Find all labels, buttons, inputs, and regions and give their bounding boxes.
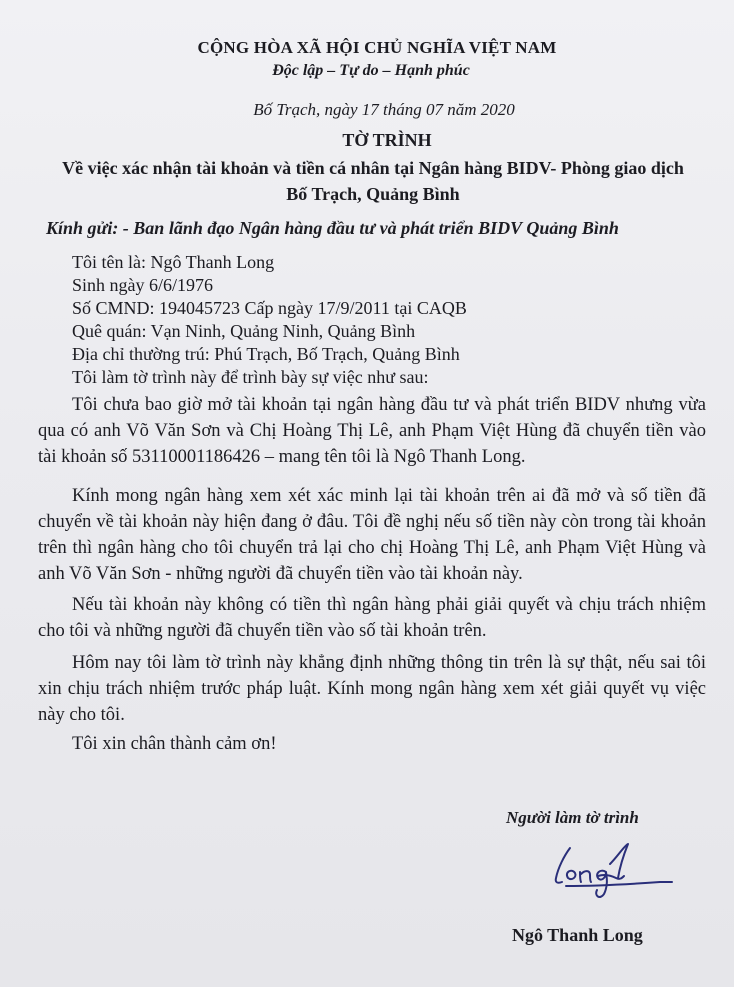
- recipient-line: Kính gửi: - Ban lãnh đạo Ngân hàng đầu tư và phát triển BIDV Quảng Bình: [46, 218, 619, 238]
- signer-role: Người làm tờ trình: [506, 808, 639, 827]
- info-address: Địa chỉ thường trú: Phú Trạch, Bố Trạch, Quảng Bình: [72, 344, 460, 364]
- info-id-card: Số CMND: 194045723 Cấp ngày 17/9/2011 tại CAQB: [72, 298, 467, 318]
- body-paragraph: Kính mong ngân hàng xem xét xác minh lại tài khoản trên ai đã mở và số tiền đã chuyển về tài khoản này hiện đang ở đâu. Tôi đề nghị nếu số tiền này còn trong tài khoản trên thì ngân hàng cho tôi chuyển trả lại cho chị Hoàng Thị Lê, anh Phạm Việt Hùng và anh Võ Văn Sơn - những người đã chuyển tiền vào tài khoản này.: [38, 486, 706, 584]
- body-paragraph: Nếu tài khoản này không có tiền thì ngân hàng phải giải quyết và chịu trách nhiệm cho tôi và những người đã chuyển tiền vào số tài khoản trên.: [38, 595, 706, 641]
- handwritten-signature: [548, 842, 678, 900]
- info-name: Tôi tên là: Ngô Thanh Long: [72, 252, 275, 272]
- signer-name: Ngô Thanh Long: [512, 925, 643, 945]
- dateline: Bố Trạch, ngày 17 tháng 07 năm 2020: [253, 100, 515, 119]
- body-paragraph: Tôi chưa bao giờ mở tài khoản tại ngân hàng đầu tư và phát triển BIDV nhưng vừa qua có anh Võ Văn Sơn và Chị Hoàng Thị Lê, anh Phạm Việt Hùng đã chuyển tiền vào tài khoản số 53110001186426 – mang tên tôi là Ngô Thanh Long.: [38, 395, 706, 467]
- closing-line: Tôi xin chân thành cảm ơn!: [72, 734, 277, 754]
- subject-line: Bố Trạch, Quảng Bình: [286, 184, 460, 204]
- body-paragraph: Hôm nay tôi làm tờ trình này khẳng định những thông tin trên là sự thật, nếu sai tôi xin chịu trách nhiệm trước pháp luật. Kính mong ngân hàng xem xét giải quyết vụ việc này cho tôi.: [38, 653, 706, 725]
- national-name: CỘNG HÒA XÃ HỘI CHỦ NGHĨA VIỆT NAM: [197, 38, 557, 57]
- document-title: TỜ TRÌNH: [342, 130, 432, 150]
- subject-line: Về việc xác nhận tài khoản và tiền cá nhân tại Ngân hàng BIDV- Phòng giao dịch: [62, 158, 684, 178]
- national-motto: Độc lập – Tự do – Hạnh phúc: [272, 62, 470, 79]
- intro-line: Tôi làm tờ trình này để trình bày sự việc như sau:: [72, 367, 429, 387]
- info-birthdate: Sinh ngày 6/6/1976: [72, 275, 214, 295]
- info-hometown: Quê quán: Vạn Ninh, Quảng Ninh, Quảng Bình: [72, 321, 416, 341]
